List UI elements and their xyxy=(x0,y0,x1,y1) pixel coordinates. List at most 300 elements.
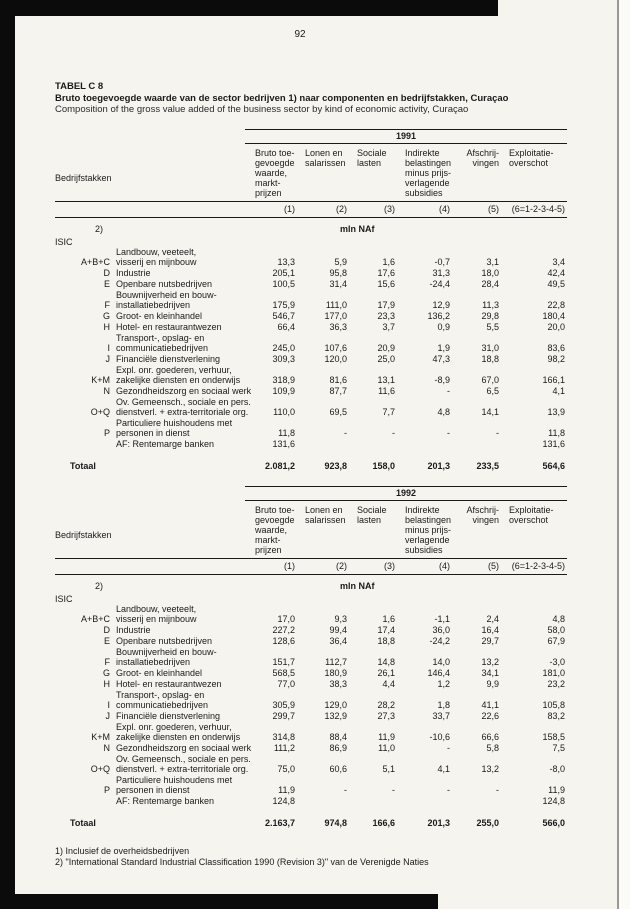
row-label-line: Particuliere huishoudens met xyxy=(116,775,233,785)
unit-label: mln NAf xyxy=(340,224,375,234)
cell-value: 166,1 xyxy=(542,375,565,385)
isic-code: A+B+C xyxy=(80,614,110,624)
cell-value: 75,0 xyxy=(277,764,295,774)
column-header-5 xyxy=(450,505,499,525)
cell-value: 18,0 xyxy=(481,268,499,278)
cell-value: 11,9 xyxy=(278,785,295,795)
cell-value: - xyxy=(392,428,395,438)
table-row xyxy=(55,418,585,438)
column-header-line: lasten xyxy=(357,515,382,525)
column-number-3: (3) xyxy=(384,204,395,214)
column-header-1 xyxy=(245,148,295,198)
cell-value: 77,0 xyxy=(277,679,295,689)
cell-value: 4,1 xyxy=(552,386,565,396)
cell-value: 7,5 xyxy=(552,743,565,753)
cell-value: 14,0 xyxy=(432,657,450,667)
row-label-line: Bouwnijverheid en bouw- xyxy=(116,647,217,657)
column-header-line: verlagende xyxy=(405,178,450,188)
cell-value: 66,4 xyxy=(277,322,295,332)
cell-value: 83,2 xyxy=(547,711,565,721)
footnote-1: 1) Inclusief de overheidsbedrijven xyxy=(55,846,190,856)
cell-value: 29,7 xyxy=(481,636,499,646)
cell-value: - xyxy=(447,428,450,438)
row-label-line: Financiële dienstverlening xyxy=(116,711,221,721)
table-row xyxy=(55,625,585,635)
isic-code: H xyxy=(103,322,110,332)
column-number-1: (1) xyxy=(284,204,295,214)
isic-code: A+B+C xyxy=(80,257,110,267)
table-footnote-ref: 2) xyxy=(94,581,103,591)
total-value: 566,0 xyxy=(542,818,565,828)
table-row xyxy=(55,690,585,710)
column-number-6: (6=1-2-3-4-5) xyxy=(511,204,565,214)
cell-value: -3,0 xyxy=(549,657,565,667)
row-label xyxy=(110,290,245,310)
table-row xyxy=(55,397,585,417)
isic-code: J xyxy=(105,354,110,364)
table-row xyxy=(55,279,585,289)
isic-code: F xyxy=(104,657,110,667)
row-label xyxy=(110,636,245,646)
row-label-line: Bouwnijverheid en bouw- xyxy=(116,290,217,300)
cell-value: 314,8 xyxy=(272,732,295,742)
total-value: 201,3 xyxy=(427,818,450,828)
cell-value: 105,8 xyxy=(542,700,565,710)
column-header-line: overschot xyxy=(509,515,549,525)
cell-value: 4,8 xyxy=(437,407,450,417)
table-row xyxy=(55,722,585,742)
cell-value: 1,9 xyxy=(437,343,450,353)
cell-value: 11,9 xyxy=(548,785,565,795)
row-label-line: dienstverl. + extra-territoriale org. xyxy=(116,764,249,774)
row-label-line: Transport-, opslag- en xyxy=(116,333,205,343)
column-number-3: (3) xyxy=(384,561,395,571)
row-label-line: Landbouw, veeteelt, xyxy=(116,604,197,614)
cell-value: 180,4 xyxy=(542,311,565,321)
total-value: 166,6 xyxy=(372,818,395,828)
cell-value: 131,6 xyxy=(272,439,295,449)
cell-value: 2,4 xyxy=(486,614,499,624)
column-header-line: Lonen en xyxy=(305,148,343,158)
cell-value: 181,0 xyxy=(542,668,565,678)
row-label-header-text: Bedrijfstakken xyxy=(55,173,112,183)
table-row xyxy=(55,439,585,449)
isic-code: H xyxy=(103,679,110,689)
row-label-line: Gezondheidszorg en sociaal werk xyxy=(116,743,252,753)
row-label-line: zakelijke diensten en onderwijs xyxy=(116,375,241,385)
column-header-1 xyxy=(245,505,295,555)
row-label xyxy=(110,386,252,396)
row-label-line: Financiële dienstverlening xyxy=(116,354,221,364)
cell-value: 111,2 xyxy=(273,743,295,753)
isic-code: D xyxy=(103,625,110,635)
row-label-header xyxy=(55,173,245,198)
cell-value: 4,1 xyxy=(437,764,450,774)
isic-label: ISIC xyxy=(55,594,73,604)
table-row xyxy=(55,365,585,385)
cell-value: 9,3 xyxy=(334,614,347,624)
cell-value: - xyxy=(496,428,499,438)
row-label-line: visserij en mijnbouw xyxy=(116,257,197,267)
column-header-2 xyxy=(295,505,347,525)
isic-code: G xyxy=(102,311,110,321)
cell-value: 26,1 xyxy=(377,668,395,678)
cell-value: 9,9 xyxy=(486,679,499,689)
column-number-2: (2) xyxy=(336,561,347,571)
cell-value: 47,3 xyxy=(432,354,450,364)
column-header-line: vingen xyxy=(472,515,499,525)
cell-value: 177,0 xyxy=(324,311,347,321)
table-row xyxy=(55,775,585,795)
table-row xyxy=(55,668,585,678)
table-row xyxy=(55,247,585,267)
column-header-line: Indirekte xyxy=(405,505,440,515)
column-header-4 xyxy=(395,148,450,198)
cell-value: 66,6 xyxy=(481,732,499,742)
cell-value: 17,4 xyxy=(377,625,395,635)
cell-value: 3,4 xyxy=(552,257,565,267)
cell-value: 20,0 xyxy=(547,322,565,332)
cell-value: 22,6 xyxy=(481,711,499,721)
total-value: 255,0 xyxy=(476,818,499,828)
cell-value: 205,1 xyxy=(272,268,295,278)
total-value: 564,6 xyxy=(542,461,565,471)
cell-value: 67,9 xyxy=(547,636,565,646)
cell-value: 13,3 xyxy=(277,257,295,267)
year-heading: 1992 xyxy=(395,488,417,498)
cell-value: 11,8 xyxy=(548,428,565,438)
isic-code: F xyxy=(104,300,110,310)
column-header-line: Afschrij- xyxy=(466,148,499,158)
cell-value: 69,5 xyxy=(329,407,347,417)
table-footnote-ref: 2) xyxy=(94,224,103,234)
cell-value: 33,7 xyxy=(432,711,450,721)
cell-value: 27,3 xyxy=(377,711,395,721)
row-label xyxy=(110,418,245,438)
row-label xyxy=(110,668,245,678)
tables-container xyxy=(55,129,585,828)
cell-value: 0,9 xyxy=(437,322,450,332)
row-label xyxy=(110,365,245,385)
row-label-line: visserij en mijnbouw xyxy=(116,614,197,624)
cell-value: 305,9 xyxy=(272,700,295,710)
cell-value: 151,7 xyxy=(272,657,295,667)
table-id: TABEL C 8 xyxy=(55,81,104,92)
cell-value: 1,2 xyxy=(437,679,450,689)
column-number-5: (5) xyxy=(488,204,499,214)
cell-value: 11,0 xyxy=(378,743,395,753)
cell-value: 13,2 xyxy=(481,657,499,667)
cell-value: 107,6 xyxy=(324,343,347,353)
cell-value: 36,0 xyxy=(432,625,450,635)
column-number-5: (5) xyxy=(488,561,499,571)
total-value: 923,8 xyxy=(324,461,347,471)
cell-value: -8,9 xyxy=(434,375,450,385)
cell-value: 5,5 xyxy=(486,322,499,332)
column-number-underline-rule xyxy=(55,217,567,218)
cell-value: 41,1 xyxy=(481,700,499,710)
row-label-line: AF: Rentemarge banken xyxy=(116,796,215,806)
cell-value: 136,2 xyxy=(427,311,450,321)
cell-value: 11,3 xyxy=(482,300,499,310)
cell-value: 22,8 xyxy=(547,300,565,310)
row-label-line: Openbare nutsbedrijven xyxy=(116,636,213,646)
row-label-line: Hotel- en restaurantwezen xyxy=(116,679,222,689)
isic-code: O+Q xyxy=(90,407,110,417)
cell-value: 58,0 xyxy=(547,625,565,635)
row-label-line: Groot- en kleinhandel xyxy=(116,668,203,678)
cell-value: 95,8 xyxy=(329,268,347,278)
column-header-line: Exploitatie- xyxy=(509,505,554,515)
cell-value: 13,9 xyxy=(547,407,565,417)
row-label-header xyxy=(55,530,245,555)
column-header-line: waarde, xyxy=(255,168,288,178)
table-row xyxy=(55,754,585,774)
row-label xyxy=(110,333,245,353)
column-header-line: prijzen xyxy=(255,188,282,198)
cell-value: -1,1 xyxy=(434,614,450,624)
row-label xyxy=(110,743,252,753)
cell-value: 60,6 xyxy=(329,764,347,774)
cell-value: 17,6 xyxy=(377,268,395,278)
isic-code: E xyxy=(103,279,110,289)
total-label: Totaal xyxy=(70,818,96,828)
cell-value: 131,6 xyxy=(542,439,565,449)
cell-value: 34,1 xyxy=(481,668,499,678)
column-header-3 xyxy=(347,148,395,168)
cell-value: 67,0 xyxy=(481,375,499,385)
cell-value: -0,7 xyxy=(434,257,450,267)
column-header-2 xyxy=(295,148,347,168)
page-content xyxy=(55,0,585,868)
column-header-line: minus prijs- xyxy=(405,525,452,535)
total-value: 158,0 xyxy=(372,461,395,471)
footnotes xyxy=(55,846,585,868)
cell-value: 17,0 xyxy=(277,614,295,624)
row-label xyxy=(110,679,245,689)
page-number: 92 xyxy=(294,29,306,40)
isic-code: J xyxy=(105,711,110,721)
column-header-6 xyxy=(499,505,565,525)
row-label-line: Industrie xyxy=(116,625,151,635)
row-label xyxy=(110,397,251,417)
column-header-line: markt- xyxy=(255,178,281,188)
column-header-5 xyxy=(450,148,499,168)
cell-value: - xyxy=(344,785,347,795)
cell-value: 158,5 xyxy=(542,732,565,742)
column-header-line: salarissen xyxy=(305,515,346,525)
row-label-line: personen in dienst xyxy=(116,785,190,795)
total-row xyxy=(55,461,585,471)
row-label-line: communicatiebedrijven xyxy=(116,343,209,353)
cell-value: 86,9 xyxy=(329,743,347,753)
cell-value: - xyxy=(447,386,450,396)
row-label-line: communicatiebedrijven xyxy=(116,700,209,710)
row-label xyxy=(110,322,245,332)
cell-value: 38,3 xyxy=(329,679,347,689)
column-number-2: (2) xyxy=(336,204,347,214)
table-row xyxy=(55,711,585,721)
row-label-line: personen in dienst xyxy=(116,428,190,438)
cell-value: 17,9 xyxy=(377,300,395,310)
total-label: Totaal xyxy=(70,461,96,471)
cell-value: 87,7 xyxy=(329,386,347,396)
row-label xyxy=(110,711,245,721)
cell-value: 180,9 xyxy=(324,668,347,678)
row-label xyxy=(110,279,245,289)
column-header-line: subsidies xyxy=(405,545,443,555)
scan-page-edge xyxy=(619,0,630,909)
row-label-line: Expl. onr. goederen, verhuur, xyxy=(116,722,232,732)
cell-value: 31,0 xyxy=(481,343,499,353)
column-header-6 xyxy=(499,148,565,168)
cell-value: 28,4 xyxy=(481,279,499,289)
column-header-line: lasten xyxy=(357,158,382,168)
cell-value: -24,2 xyxy=(429,636,450,646)
cell-value: 16,4 xyxy=(481,625,499,635)
cell-value: 110,0 xyxy=(273,407,295,417)
cell-value: 111,0 xyxy=(325,300,347,310)
cell-value: - xyxy=(447,743,450,753)
cell-value: - xyxy=(344,428,347,438)
cell-value: -8,0 xyxy=(549,764,565,774)
cell-value: 98,2 xyxy=(547,354,565,364)
total-value: 2.163,7 xyxy=(264,818,295,828)
column-header-line: gevoegde xyxy=(255,158,295,168)
column-number-row xyxy=(55,559,585,574)
row-label-line: dienstverl. + extra-territoriale org. xyxy=(116,407,249,417)
row-label-line: Openbare nutsbedrijven xyxy=(116,279,213,289)
cell-value: 128,6 xyxy=(272,636,295,646)
cell-value: 7,7 xyxy=(382,407,395,417)
column-header-line: Sociale xyxy=(357,505,387,515)
column-header-line: vingen xyxy=(472,158,499,168)
table-row xyxy=(55,796,585,806)
table-row xyxy=(55,268,585,278)
cell-value: 3,1 xyxy=(486,257,499,267)
cell-value: 546,7 xyxy=(272,311,295,321)
column-number-row xyxy=(55,202,585,217)
total-value: 233,5 xyxy=(476,461,499,471)
cell-value: - xyxy=(496,785,499,795)
total-value: 201,3 xyxy=(427,461,450,471)
cell-value: 109,9 xyxy=(272,386,295,396)
table-row xyxy=(55,386,585,396)
column-header-3 xyxy=(347,505,395,525)
column-number-4: (4) xyxy=(439,561,450,571)
column-header-line: belastingen xyxy=(405,515,452,525)
scan-artifact-left-bar xyxy=(0,0,15,909)
cell-value: 11,9 xyxy=(378,732,395,742)
cell-value: 112,7 xyxy=(325,657,347,667)
row-label xyxy=(110,722,245,742)
cell-value: 88,4 xyxy=(329,732,347,742)
row-label xyxy=(110,604,245,624)
cell-value: 13,1 xyxy=(377,375,395,385)
row-label-line: Ov. Gemeensch., sociale en pers. xyxy=(116,754,251,764)
year-heading: 1991 xyxy=(395,131,417,141)
cell-value: 18,8 xyxy=(481,354,499,364)
cell-value: 4,8 xyxy=(552,614,565,624)
cell-value: 129,0 xyxy=(324,700,347,710)
cell-value: 5,8 xyxy=(486,743,499,753)
cell-value: - xyxy=(447,785,450,795)
column-header-line: Indirekte xyxy=(405,148,440,158)
column-header-line: verlagende xyxy=(405,535,450,545)
column-header-line: Lonen en xyxy=(305,505,343,515)
row-label-line: Expl. onr. goederen, verhuur, xyxy=(116,365,232,375)
row-label xyxy=(110,439,245,449)
cell-value: 31,4 xyxy=(329,279,347,289)
column-header-line: gevoegde xyxy=(255,515,295,525)
column-number-4: (4) xyxy=(439,204,450,214)
cell-value: 1,8 xyxy=(437,700,450,710)
total-value: 974,8 xyxy=(324,818,347,828)
cell-value: 81,6 xyxy=(329,375,347,385)
isic-code: I xyxy=(107,343,110,353)
cell-value: 1,6 xyxy=(382,257,395,267)
isic-code: O+Q xyxy=(90,764,110,774)
cell-value: 1,6 xyxy=(382,614,395,624)
cell-value: 15,6 xyxy=(377,279,395,289)
column-header-line: Sociale xyxy=(357,148,387,158)
cell-value: 14,1 xyxy=(481,407,499,417)
footnote-2: 2) "International Standard Industrial Classification 1990 (Revision 3)" van de Verenigde Naties xyxy=(55,857,429,867)
cell-value: 4,4 xyxy=(382,679,395,689)
cell-value: 14,8 xyxy=(377,657,395,667)
scan-edge-line xyxy=(617,0,619,909)
isic-code: P xyxy=(103,428,110,438)
cell-value: 11,8 xyxy=(278,428,295,438)
cell-value: 23,3 xyxy=(377,311,395,321)
column-header-line: Bruto toe- xyxy=(255,148,295,158)
row-label xyxy=(110,625,245,635)
row-label xyxy=(110,775,245,795)
row-label xyxy=(110,690,245,710)
cell-value: 29,8 xyxy=(481,311,499,321)
table-row xyxy=(55,604,585,624)
row-label-line: Hotel- en restaurantwezen xyxy=(116,322,222,332)
column-header-line: waarde, xyxy=(255,525,288,535)
column-header-line: markt- xyxy=(255,535,281,545)
table-row xyxy=(55,743,585,753)
page-title: Bruto toegevoegde waarde van de sector bedrijven 1) naar componenten en bedrijfstakken, Curaçao xyxy=(55,93,509,104)
cell-value: 25,0 xyxy=(377,354,395,364)
table-row xyxy=(55,636,585,646)
cell-value: 13,2 xyxy=(481,764,499,774)
cell-value: 146,4 xyxy=(427,668,450,678)
row-label-line: Ov. Gemeensch., sociale en pers. xyxy=(116,397,251,407)
column-number-1: (1) xyxy=(284,561,295,571)
row-label-line: Landbouw, veeteelt, xyxy=(116,247,197,257)
column-header-line: Exploitatie- xyxy=(509,148,554,158)
table-row xyxy=(55,322,585,332)
isic-code: E xyxy=(103,636,110,646)
column-header-line: salarissen xyxy=(305,158,346,168)
cell-value: 299,7 xyxy=(272,711,295,721)
cell-value: 36,3 xyxy=(329,322,347,332)
cell-value: 5,1 xyxy=(382,764,395,774)
cell-value: 309,3 xyxy=(272,354,295,364)
cell-value: 100,5 xyxy=(272,279,295,289)
row-label xyxy=(110,647,245,667)
cell-value: 568,5 xyxy=(272,668,295,678)
isic-code: D xyxy=(103,268,110,278)
column-header-line: subsidies xyxy=(405,188,443,198)
unit-row xyxy=(55,581,585,591)
cell-value: 5,9 xyxy=(334,257,347,267)
row-label-line: Transport-, opslag- en xyxy=(116,690,205,700)
